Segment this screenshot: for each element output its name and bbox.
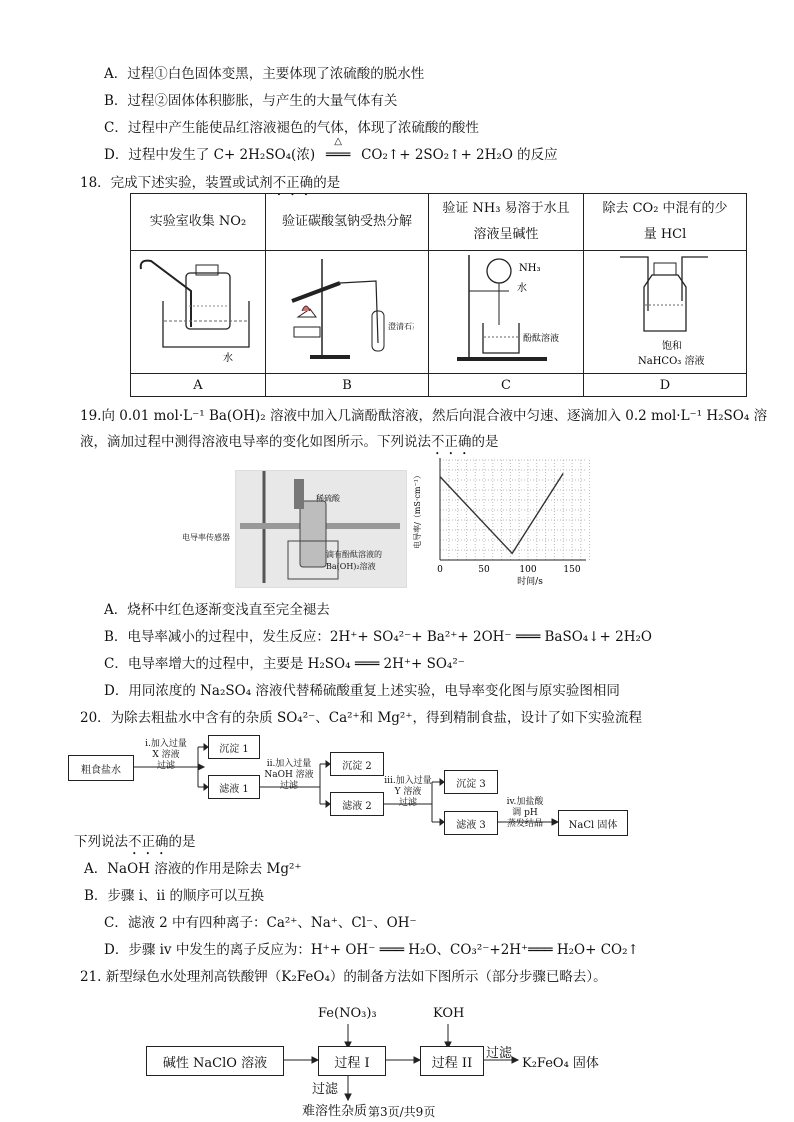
x-tick-label: 100 xyxy=(519,565,537,575)
q17-option-d-reactants: D．过程中发生了 C+ 2H₂SO₄(浓) xyxy=(104,147,316,163)
naclo-solution-box: 碱性 NaClO 溶液 xyxy=(146,1046,284,1076)
q20-sub-pre: 下列说法 xyxy=(74,834,128,850)
heat-condition: △ ═══ xyxy=(315,147,361,163)
step-ii-filter: 过滤 xyxy=(279,781,298,791)
q18-label-d: D xyxy=(584,374,747,397)
q18-stem-post: 的是 xyxy=(313,175,341,191)
q18-stem-emphasis: 不正确 xyxy=(272,175,314,191)
fe-nitrate-reagent: Fe(NO₃)₃ xyxy=(318,1006,377,1021)
label-solution-1: 滴有酚酞溶液的 xyxy=(326,550,382,559)
label-sensor-text: 电导率传感器 xyxy=(182,533,230,542)
q19-stem-pre: 液，滴加过程中测得溶液电导率的变化如图所示。下列说法 xyxy=(80,434,431,450)
k2feo4-product: K₂FeO₄ 固体 xyxy=(522,1056,599,1071)
filtrate-1-box: 滤液 1 xyxy=(208,775,260,799)
label-saturated: 饱和 xyxy=(662,341,682,352)
process-1-box: 过程 I xyxy=(318,1046,386,1076)
q18-label-a: A xyxy=(131,374,266,397)
crude-brine-box: 粗食盐水 xyxy=(68,755,134,781)
x-axis-label: 时间/s xyxy=(517,577,543,587)
q18-header-d: 除去 CO₂ 中混有的少量 HCl xyxy=(584,194,747,251)
q20-sub-post: 的是 xyxy=(168,834,196,850)
filter-label-1: 过滤 xyxy=(312,1082,339,1097)
step-i-text: i.加入过量 xyxy=(145,739,187,749)
step-iv-text: iv.加盐酸 xyxy=(506,797,544,807)
q17-option-b: B．过程②固体体积膨胀，与产生的大量气体有关 xyxy=(104,93,398,109)
q18-label-c: C xyxy=(429,374,584,397)
filtrate-3-box: 滤液 3 xyxy=(444,811,498,835)
insoluble-impurity: 难溶性杂质 xyxy=(302,1104,368,1119)
q19-stem-post: 的是 xyxy=(471,434,499,450)
q18-header-c: 验证 NH₃ 易溶于水且溶液呈碱性 xyxy=(429,194,584,251)
y-axis-label: 电导率/（mS·cm⁻¹） xyxy=(413,471,422,549)
q18-label-b: B xyxy=(266,374,429,397)
q17-option-c: C．过程中产生能使品红溶液褪色的气体，体现了浓硫酸的酸性 xyxy=(104,120,479,136)
nacl-solid-box: NaCl 固体 xyxy=(558,810,628,836)
step-ii-reagent: NaOH 溶液 xyxy=(264,770,314,780)
q17-option-d-products: CO₂↑+ 2SO₂↑+ 2H₂O 的反应 xyxy=(361,147,558,163)
x-tick-label: 0 xyxy=(437,565,443,575)
q18-header-b: 验证碳酸氢钠受热分解 xyxy=(266,194,429,251)
q20-option-d: D．步骤 iv 中发生的离子反应为：H⁺+ OH⁻ ═══ H₂O、CO₃²⁻+2H⁺═══ H₂O+ CO₂↑ xyxy=(104,942,639,958)
label-limewater: 澄清石 xyxy=(388,322,412,331)
q19-stem-emphasis: 不正确 xyxy=(431,434,472,450)
page-footer: 第3页/共9页 xyxy=(368,1105,436,1119)
label-dilute-acid: 稀硫酸 xyxy=(316,494,340,503)
q20-sub-emphasis: 不正确 xyxy=(128,834,169,850)
step-iii-reagent: Y 溶液 xyxy=(394,787,422,797)
precipitate-3-box: 沉淀 3 xyxy=(444,770,498,794)
q20-stem: 20．为除去粗盐水中含有的杂质 SO₄²⁻、Ca²⁺和 Mg²⁺，得到精制食盐，设计了如下实验流程 xyxy=(80,710,642,726)
filtrate-2-box: 滤液 2 xyxy=(330,792,384,816)
heat-symbol: △ xyxy=(334,136,342,147)
label-water: 水 xyxy=(223,353,233,364)
label-solution-2: Ba(OH)₂溶液 xyxy=(326,562,376,571)
precipitate-2-box: 沉淀 2 xyxy=(330,752,384,776)
step-i-reagent: X 溶液 xyxy=(152,750,180,760)
q20-option-b: B．步骤 i、ii 的顺序可以互换 xyxy=(84,888,264,904)
q19-option-b: B．电导率减小的过程中，发生反应：2H⁺+ SO₄²⁻+ Ba²⁺+ 2OH⁻ ═══ BaSO₄↓+ 2H₂O xyxy=(104,629,652,645)
q19-option-d: D．用同浓度的 Na₂SO₄ 溶液代替稀硫酸重复上述实验，电导率变化图与原实验图相同 xyxy=(104,683,620,699)
q19-option-a: A．烧杯中红色逐渐变浅直至完全褪去 xyxy=(104,602,330,618)
x-tick-label: 50 xyxy=(478,565,490,575)
q18-header-a: 实验室收集 NO₂ xyxy=(131,194,266,251)
step-i-filter: 过滤 xyxy=(156,761,175,771)
q21-stem: 21. 新型绿色水处理剂高铁酸钾（K₂FeO₄）的制备方法如下图所示（部分步骤已略去）。 xyxy=(80,969,607,985)
q19-option-c: C．电导率增大的过程中，主要是 H₂SO₄ ═══ 2H⁺+ SO₄²⁻ xyxy=(104,656,465,672)
step-iii-filter: 过滤 xyxy=(398,798,417,808)
step-ii-text: ii.加入过量 xyxy=(266,759,312,769)
step-iv-ph: 调 pH xyxy=(512,808,538,818)
x-tick-label: 150 xyxy=(563,565,581,575)
label-phenolphthalein: 酚酞溶液 xyxy=(523,334,560,344)
koh-reagent: KOH xyxy=(433,1006,465,1021)
step-iv-evaporate: 蒸发结晶 xyxy=(506,819,543,829)
q19-stem-line1: 19.向 0.01 mol·L⁻¹ Ba(OH)₂ 溶液中加入几滴酚酞溶液，然后向混合液中匀速、逐滴加入 0.2 mol·L⁻¹ H₂SO₄ 溶 xyxy=(80,408,768,424)
q20-option-c: C．滤液 2 中有四种离子：Ca²⁺、Na⁺、Cl⁻、OH⁻ xyxy=(104,915,417,931)
step-iii-text: iii.加入过量 xyxy=(384,776,432,786)
process-2-box: 过程 II xyxy=(420,1046,484,1076)
q20-option-a: A．NaOH 溶液的作用是除去 Mg²⁺ xyxy=(84,861,302,877)
label-water-c: 水 xyxy=(517,283,527,294)
precipitate-1-box: 沉淀 1 xyxy=(208,735,260,759)
q18-stem-pre: 18．完成下述实验，装置或试剂 xyxy=(80,175,273,191)
q17-option-a: A．过程①白色固体变黑，主要体现了浓硫酸的脱水性 xyxy=(104,66,425,82)
filter-label-2: 过滤 xyxy=(486,1046,513,1061)
label-nh3: NH₃ xyxy=(519,263,541,274)
label-nahco3: NaHCO₃ 溶液 xyxy=(638,356,705,367)
